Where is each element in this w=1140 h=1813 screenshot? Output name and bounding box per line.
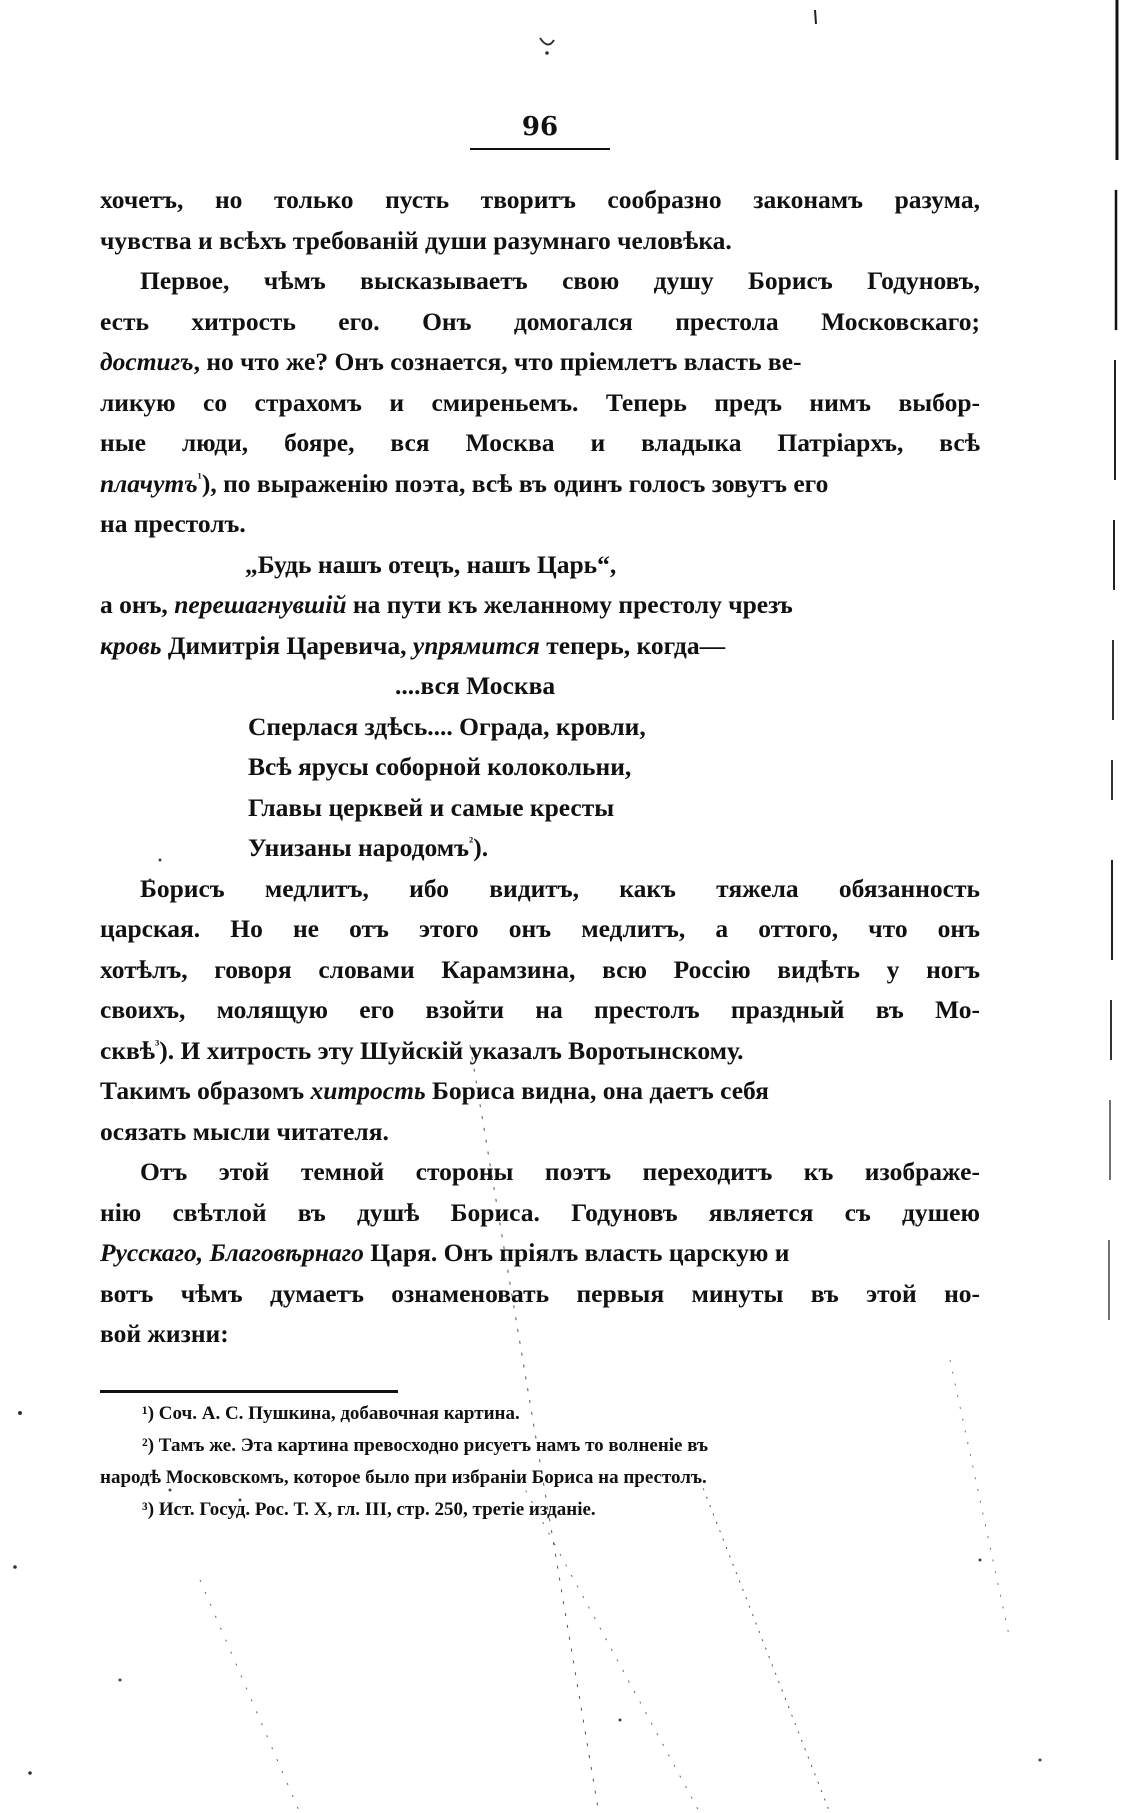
italic-word: упрямится [412, 630, 540, 660]
text-line [100, 1031, 980, 1072]
italic-word: хитрость [310, 1076, 426, 1105]
text-line: на престолъ. [100, 509, 246, 538]
footnote: ³) Ист. Госуд. Рос. Т. X, гл. III, стр. 250, третіе изданіе. [142, 1499, 596, 1520]
text-segment: Такимъ образомъ [100, 1076, 305, 1105]
text-line: своихъ, молящую его взойти на престолъ праздный въ Мо- [100, 995, 980, 1024]
text-line: вой жизни: [100, 1319, 229, 1348]
verse-line: Всѣ ярусы соборной колокольни, [248, 752, 632, 781]
italic-word: перешагнувшій [174, 590, 347, 619]
text-segment: Бориса видна, она даетъ себя [431, 1076, 769, 1105]
footnote: ²) Тамъ же. Эта картина превосходно рисуетъ намъ то волненіе въ [142, 1435, 709, 1456]
main-text [100, 180, 980, 1355]
text-line: ные люди, бояре, вся Москва и владыка Патріархъ, всѣ [100, 428, 980, 457]
verse-line: Сперлася здѣсь.... Ограда, кровли, [248, 711, 646, 741]
footnote-ref: ² [469, 835, 474, 851]
text-segment: ). [473, 833, 489, 862]
page-number: 96 [470, 112, 610, 150]
text-line: Отъ этой темной стороны поэтъ переходитъ къ изображе- [140, 1157, 980, 1186]
text-segment: Унизаны народомъ [248, 833, 470, 862]
text-line [100, 626, 980, 667]
footnote-divider [100, 1390, 398, 1393]
text-segment: Царя. Онъ пріялъ власть царскую и [370, 1238, 790, 1267]
text-segment: ). И хитрость эту Шуйскій указалъ Воротынскому. [159, 1035, 744, 1065]
text-line: вотъ чѣмъ думаетъ ознаменовать первыя минуты въ этой но- [100, 1278, 980, 1308]
text-line: чувства и всѣхъ требованій души разумнаго человѣка. [100, 225, 732, 255]
text-line: Первое, чѣмъ высказываетъ свою душу Борисъ Годуновъ, [140, 266, 980, 295]
italic-word: достигъ [100, 347, 194, 376]
text-line: ликую со страхомъ и смиреньемъ. Теперь предъ нимъ выбор- [100, 387, 980, 417]
text-line: осязать мысли читателя. [100, 1116, 389, 1146]
text-segment: теперь, когда— [546, 630, 726, 660]
italic-word: плачутъ [100, 468, 198, 498]
text-line: хочетъ, но только пусть творитъ сообразно законамъ разума, [100, 185, 980, 214]
text-line [100, 464, 980, 505]
footnotes [100, 1398, 980, 1526]
text-line [100, 342, 980, 383]
text-line [100, 1233, 980, 1274]
text-line [100, 585, 980, 626]
text-segment: ), по выраженію поэта, всѣ въ одинъ голосъ зовутъ его [201, 468, 829, 498]
footnote-ref: ¹ [197, 471, 202, 486]
text-line: Борисъ медлитъ, ибо видитъ, какъ тяжела обязанность [140, 873, 980, 903]
text-line: нію свѣтлой въ душѣ Бориса. Годуновъ является съ душею [100, 1197, 980, 1227]
text-segment: а онъ, [100, 590, 168, 619]
text-line: царская. Но не отъ этого онъ медлитъ, а оттого, что онъ [100, 914, 980, 943]
text-segment: , но что же? Онъ сознается, что пріемлетъ власть ве- [193, 347, 802, 376]
text-line: есть хитрость его. Онъ домогался престола Московскаго; [100, 306, 980, 336]
text-line [100, 1071, 980, 1112]
footnote: ¹) Соч. А. С. Пушкина, добавочная картина. [142, 1403, 520, 1424]
text-segment: сквѣ [100, 1035, 156, 1065]
italic-word: Русскаго, Благовѣрнаго [100, 1238, 364, 1267]
verse-line: Главы церквей и самые кресты [248, 792, 615, 822]
text-segment: Димитрія Царевича, [167, 630, 407, 660]
verse-line [100, 828, 980, 869]
text-segment: на пути къ желанному престолу чрезъ [352, 590, 793, 619]
footnote-continuation: народѣ Московскомъ, которое было при избраніи Бориса на престолъ. [100, 1467, 707, 1488]
footnote-ref: ³ [155, 1038, 160, 1053]
italic-word: кровь [100, 630, 162, 660]
quote-line: „Будь нашъ отецъ, нашъ Царь“, [245, 549, 617, 579]
text-line: хотѣлъ, говоря словами Карамзина, всю Россію видѣть у ногъ [100, 954, 980, 984]
verse-line: ....вся Москва [395, 671, 556, 700]
